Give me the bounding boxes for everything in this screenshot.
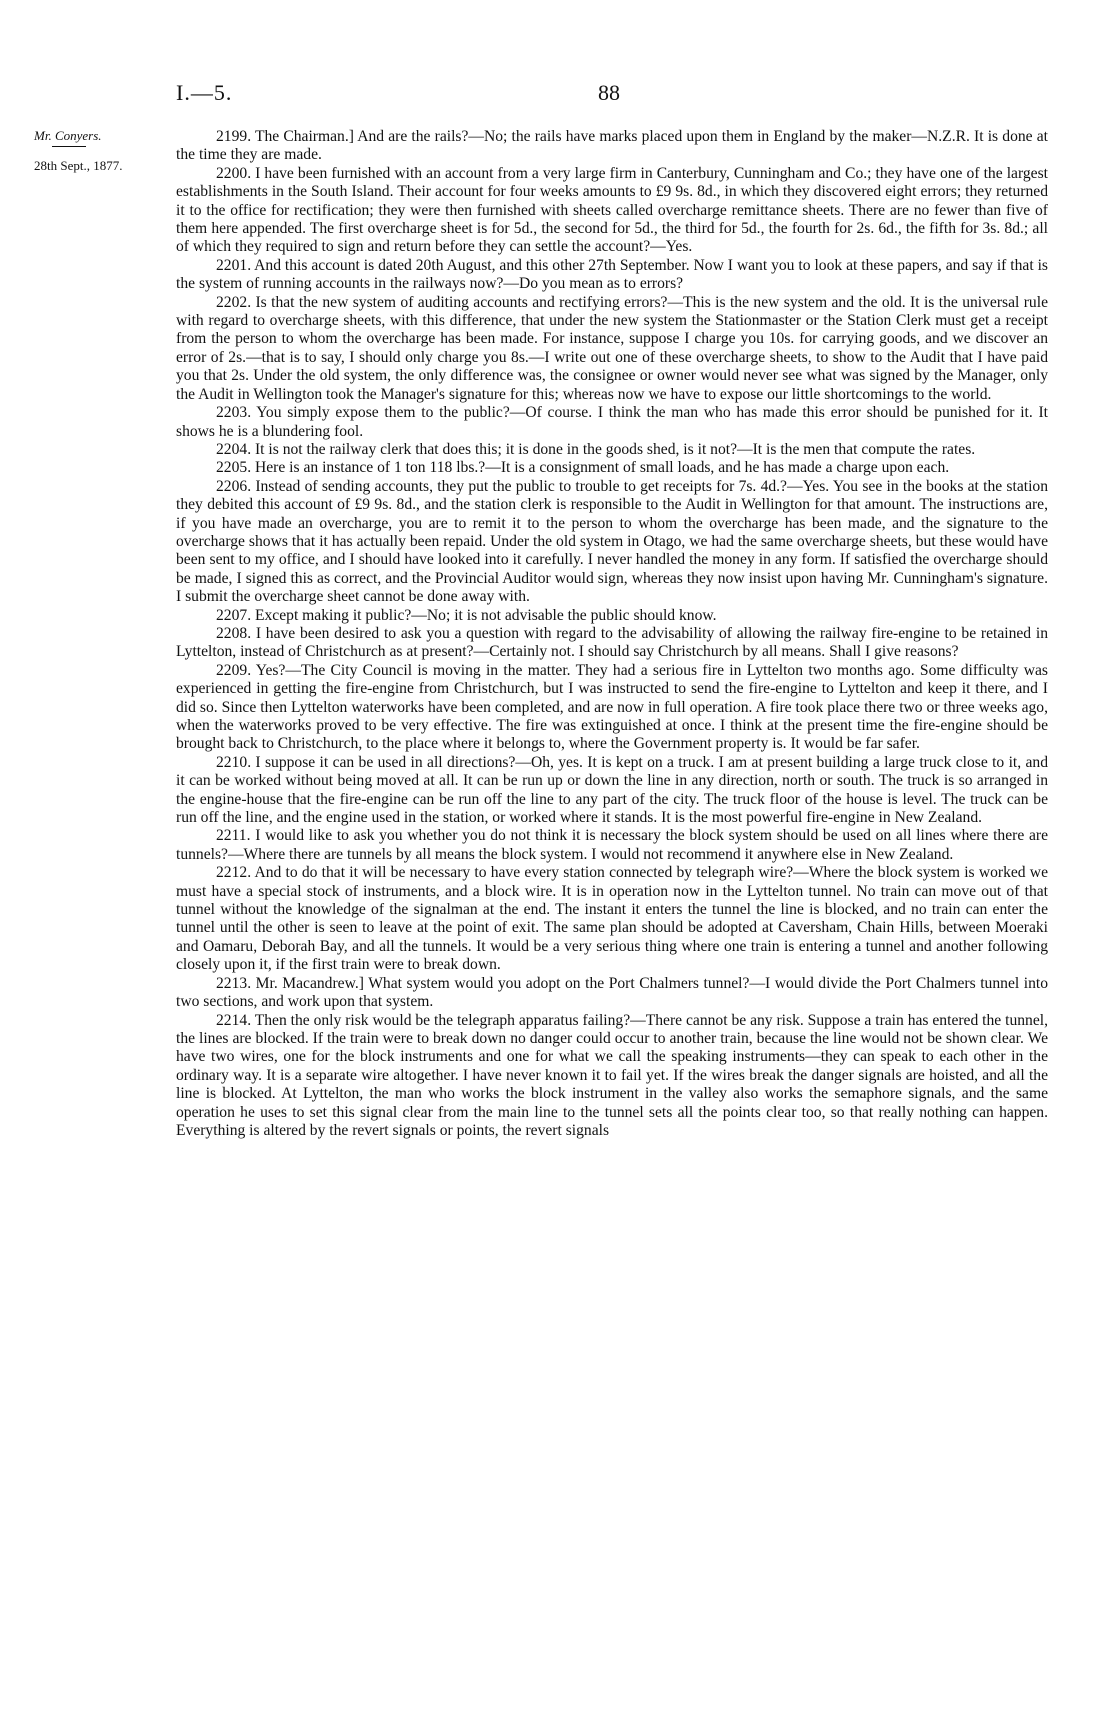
paragraph-2199: 2199. The Chairman.] And are the rails?—No; the rails have marks placed upon them in England by the maker—N.Z.R. It is done at the time they are made. xyxy=(176,128,1048,164)
paragraph-2213: 2213. Mr. Macandrew.] What system would you adopt on the Port Chalmers tunnel?—I would divide the Port Chalmers tunnel into two sections, and work upon that system. xyxy=(176,974,1048,1011)
paragraph-2210: 2210. I suppose it can be used in all directions?—Oh, yes. It is kept on a truck. I am at present building a large truck close to it, and it can be worked without being moved at all. It can be run up or down the line in any direction, north or south. The truck is so arranged in the engine-house that the fire-engine can be run off the line to any part of the city. The truck floor of the house is level. The truck can be run off the line, and the engine used in the station, or worked where it stands. It is the most powerful fire-engine in New Zealand. xyxy=(176,753,1048,827)
paragraph-2214: 2214. Then the only risk would be the telegraph apparatus failing?—There cannot be any risk. Suppose a train has entered the tunnel, the lines are blocked. If the train were to break down no danger could occur to another train, because the line would not be shown clear. We have two wires, one for the block instruments and one for what we call the speaking instruments—they can speak to each other in the ordinary way. It is a separate wire altogether. I have never known it to fail yet. If the wires break the danger signals are hoisted, and all the line is blocked. At Lyttelton, the man who works the block instrument in the valley also works the semaphore signals, and the same operation he uses to set this signal clear from the main line to the tunnel sets all the points clear too, so that really nothing can happen. Everything is altered by the revert signals or points, the revert signals xyxy=(176,1011,1048,1139)
paragraph-2201: 2201. And this account is dated 20th August, and this other 27th September. Now I want you to look at these papers, and say if that is the system of running accounts in the railways now?—Do you mean as to errors? xyxy=(176,256,1048,293)
margin-witness-name: Mr. Conyers. xyxy=(34,128,102,143)
document-reference: I.—5. xyxy=(176,80,233,105)
margin-divider xyxy=(52,146,86,147)
testimony-body xyxy=(176,128,1048,1140)
paragraph-2200: 2200. I have been furnished with an account from a very large firm in Canterbury, Cunningham and Co.; they have one of the largest establishments in the South Island. Their account for four weeks amounts to £9 9s. 8d., in which they discovered eight errors; they returned it to the office for rectification; they were then furnished with sheets called overcharge remittance sheets. There are no fewer than five of them here appended. The first overcharge sheet is for 5d., the second for 5d., the third for 5d., the fourth for 2s. 6d., the fifth for 3s. 8d.; all of which they required to sign and return before they can settle the account?—Yes. xyxy=(176,164,1048,256)
paragraph-2211: 2211. I would like to ask you whether you do not think it is necessary the block system should be used on all lines where there are tunnels?—Where there are tunnels by all means the block system. I would not recommend it anywhere else in New Zealand. xyxy=(176,827,1048,863)
paragraph-2205: 2205. Here is an instance of 1 ton 118 lbs.?—It is a consignment of small loads, and he has made a charge upon each. xyxy=(216,459,950,477)
paragraph-2209: 2209. Yes?—The City Council is moving in the matter. They had a serious fire in Lyttelton two months ago. Some difficulty was experienced in getting the fire-engine from Christchurch, but I was instructed to send the fire-engine to Lyttelton and keep it there, and I did so. Since then Lyttelton waterworks have been completed, and are now in full operation. A fire took place there two or three weeks ago, when the waterworks proved to be very effective. The fire was extinguished at once. I think at the present time the fire-engine should be brought back to Christchurch, to the place where it belongs to, where the Government property is. It would be far safer. xyxy=(176,661,1048,753)
paragraph-2204: 2204. It is not the railway clerk that does this; it is done in the goods shed, is it not?—It is the men that compute the rates. xyxy=(216,440,976,458)
page-number: 88 xyxy=(598,80,620,105)
paragraph-2208: 2208. I have been desired to ask you a question with regard to the advisability of allowing the railway fire-engine to be retained in Lyttelton, instead of Christchurch as at present?—Certainly not. I should say Christchurch by all means. Shall I give reasons? xyxy=(176,624,1048,661)
paragraph-2202: 2202. Is that the new system of auditing accounts and rectifying errors?—This is the new system and the old. It is the universal rule with regard to overcharge sheets, with this difference, that under the new system the Stationmaster or the Station Clerk must get a receipt from the person to whom the overcharge has been made. For instance, suppose I charge you 10s. for carrying goods, and we discover an error of 2s.—that is to say, I should only charge you 8s.—I write out one of these overcharge sheets, to show to the Audit that I have paid you that 2s. Under the old system, the only difference was, the consignee or owner would never see what was signed by the Manager, only the Audit in Wellington took the Manager's signature for this; whereas now we have to expose our little shortcomings to the world. xyxy=(176,293,1048,403)
paragraph-2203: 2203. You simply expose them to the public?—Of course. I think the man who has made this error should be punished for it. It shows he is a blundering fool. xyxy=(176,404,1048,440)
paragraph-2207: 2207. Except making it public?—No; it is not advisable the public should know. xyxy=(216,606,717,624)
paragraph-2206: 2206. Instead of sending accounts, they put the public to trouble to get receipts for 7s. 4d.?—Yes. You see in the books at the station they debited this account of £9 9s. 8d., and the station clerk is responsible to the Audit in Wellington for that amount. The instructions are, if you have made an overcharge, you are to remit it to the person to whom the overcharge has been made, and the signature to the overcharge shows that it has actually been repaid. Under the old system in Otago, we had the same overcharge sheets, but these would have been sent to my office, and I should have looked into it carefully. I never handled the money in any form. If satisfied the overcharge should be made, I signed this as correct, and the Provincial Auditor would sign, whereas they now insist upon having Mr. Cunningham's signature. I submit the overcharge sheet cannot be done away with. xyxy=(176,477,1048,606)
margin-date: 28th Sept., 1877. xyxy=(34,158,123,173)
paragraph-2212: 2212. And to do that it will be necessary to have every station connected by telegraph wire?—Where the block system is worked we must have a special stock of instruments, and a block wire. It is in operation now in the Lyttelton tunnel. No train can move out of that tunnel without the knowledge of the signalman at the end. The instant it enters the tunnel the line is blocked, and no train can enter the tunnel until the other is seen to leave at the point of exit. The same plan should be adopted at Caversham, Chain Hills, between Moeraki and Oamaru, Deborah Bay, and all the tunnels. It would be a very serious thing where one train is entering a tunnel and another following closely upon it, if the first train were to break down. xyxy=(176,864,1048,974)
